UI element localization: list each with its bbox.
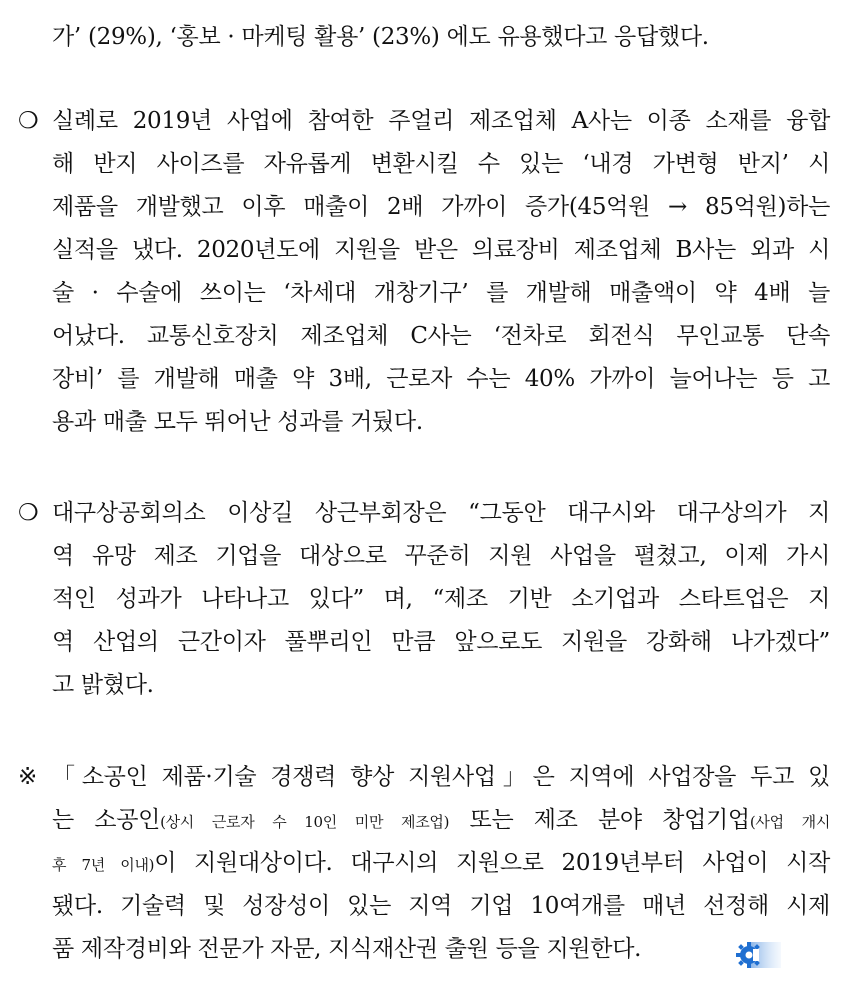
note-text: 또는 제조 분야 창업기업	[449, 807, 750, 833]
p2-line-4: 역 산업의 근간이자 풀뿌리인 만큼 앞으로도 지원을 강화해 나가겠다”	[52, 629, 830, 655]
p1-line-6: 어났다. 교통신호장치 제조업체 C사는 ‘전차로 회전식 무인교통 단속	[52, 323, 830, 349]
note-marker: ※	[18, 764, 38, 790]
p2-line-5: 고 밝혔다.	[52, 672, 154, 698]
p1-line-3: 제품을 개발했고 이후 매출이 2배 가까이 증가(45억원 → 85억원)하는	[52, 194, 830, 220]
bullet-marker: ❍	[18, 108, 39, 134]
bullet-marker: ❍	[18, 500, 39, 526]
note-small-text: (사업 개시	[749, 813, 831, 831]
intro-line: 가’ (29%), ‘홍보 · 마케팅 활용’ (23%) 에도 유용했다고 응답했다.	[52, 24, 709, 50]
p1-line-1: 실례로 2019년 사업에 참여한 주얼리 제조업체 A사는 이종 소재를 융합	[52, 108, 830, 134]
gear-logo-icon	[735, 940, 783, 970]
p2-line-1: 대구상공회의소 이상길 상근부회장은 “그동안 대구시와 대구상의가 지	[52, 500, 830, 526]
p1-line-2: 해 반지 사이즈를 자유롭게 변환시킬 수 있는 ‘내경 가변형 반지’ 시	[52, 151, 830, 177]
p1-line-4: 실적을 냈다. 2020년도에 지원을 받은 의료장비 제조업체 B사는 외과 시	[52, 237, 830, 263]
p1-line-5: 술 · 수술에 쓰이는 ‘차세대 개창기구’ 를 개발해 매출액이 약 4배 늘	[52, 280, 830, 306]
note-line-1: 「소공인 제품·기술 경쟁력 향상 지원사업」은 지역에 사업장을 두고 있	[52, 764, 830, 790]
note-small-text: (상시 근로자 수 10인 미만 제조업)	[160, 813, 450, 831]
note-text: 는 소공인	[52, 807, 161, 833]
note-line-4: 됐다. 기술력 및 성장성이 있는 지역 기업 10여개를 매년 선정해 시제	[52, 893, 830, 919]
note-line-2	[52, 803, 830, 839]
p2-line-3: 적인 성과가 나타나고 있다” 며, “제조 기반 소기업과 스타트업은 지	[52, 586, 830, 612]
note-line-5: 품 제작경비와 전문가 자문, 지식재산권 출원 등을 지원한다.	[52, 936, 642, 962]
note-small-text: 후 7년 이내)	[52, 856, 155, 874]
p1-line-8: 용과 매출 모두 뛰어난 성과를 거뒀다.	[52, 409, 423, 435]
note-line-3	[52, 846, 830, 882]
p2-line-2: 역 유망 제조 기업을 대상으로 꾸준히 지원 사업을 펼쳤고, 이제 가시	[52, 543, 830, 569]
p1-line-7: 장비’ 를 개발해 매출 약 3배, 근로자 수는 40% 가까이 늘어나는 등 고	[52, 366, 830, 392]
note-text: 이 지원대상이다. 대구시의 지원으로 2019년부터 사업이 시작	[154, 850, 830, 876]
